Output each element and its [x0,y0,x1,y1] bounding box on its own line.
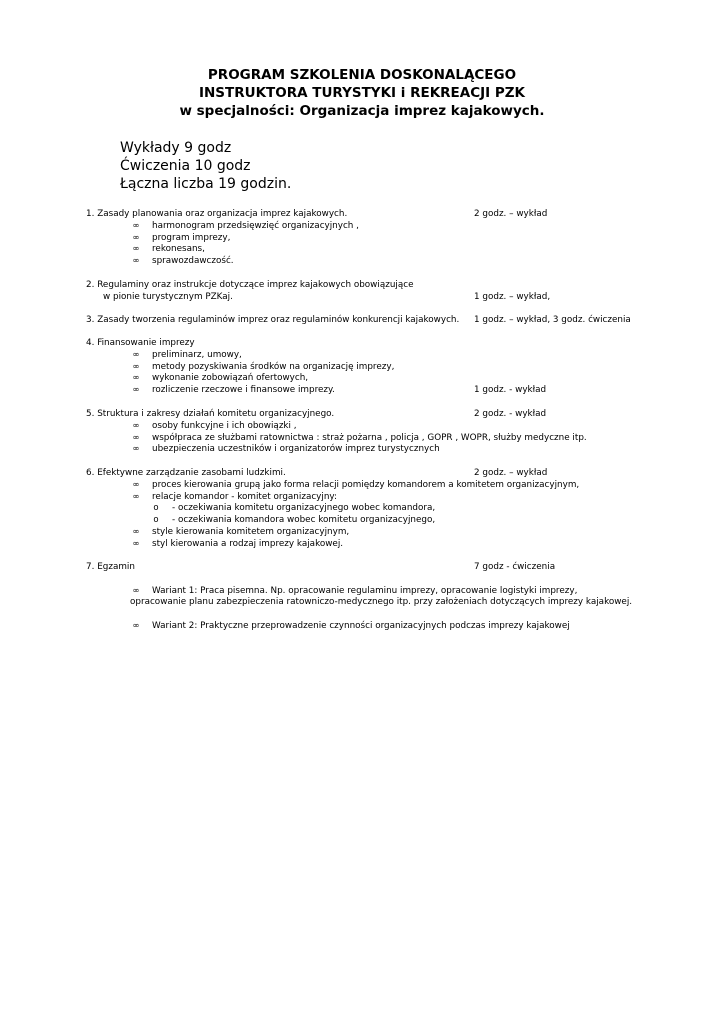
section-5-heading: 5. Struktura i zakresy działań komitetu organizacyjnego. [86,409,335,419]
section-6 [86,468,686,551]
list-item: ∞ metody pozyskiwania środków na organizację imprezy, [86,362,686,374]
bullet-icon: ∞ [132,538,140,549]
exam-variant-1-cont: opracowanie planu zabezpieczenia ratowniczo-medycznego itp. przy założeniach dotyczących imprezy kajakowej. [130,597,633,608]
section-7 [86,562,686,633]
bullet-icon: ∞ [132,373,140,384]
section-2-hours: 1 godz. – wykład, [474,291,551,302]
list-item: ∞ program imprezy, [86,233,686,245]
list-item: ∞ współpraca ze służbami ratownictwa : straż pożarna , policja , GOPR , WOPR, służby medyczne itp. [86,433,686,445]
bullet-icon: ∞ [132,432,140,443]
bullet-icon: ∞ [132,526,140,537]
summary-total: Łączna liczba 19 godzin. [120,176,292,192]
section-4 [86,338,686,397]
list-item: ∞ rekonesans, [86,244,686,256]
bullet-icon: ∞ [132,444,140,455]
circle-bullet-icon: o [153,503,159,514]
section-2-heading: 2. Regulaminy oraz instrukcje dotyczące imprez kajakowych obowiązujące [86,280,414,290]
bullet-icon: ∞ [132,220,140,231]
bullet-icon: ∞ [132,420,140,431]
section-7-hours: 7 godz - ćwiczenia [474,562,556,572]
section-2-heading-cont: w pionie turystycznym PZKaj. [103,291,233,302]
list-item: ∞ osoby funkcyjne i ich obowiązki , [86,421,686,433]
list-item: ∞ style kierowania komitetem organizacyjnym, [86,527,686,539]
title-line-3: w specjalności: Organizacja imprez kajakowych. [179,103,545,119]
document-title [0,66,724,120]
bullet-icon: ∞ [132,361,140,372]
summary-exercises: Ćwiczenia 10 godz [120,158,251,174]
list-item: ∞ wykonanie zobowiązań ofertowych, [86,373,686,385]
sub-list-item: o - oczekiwania komitetu organizacyjnego wobec komandora, [86,503,686,515]
list-item: ∞ preliminarz, umowy, [86,350,686,362]
section-7-heading: 7. Egzamin [86,562,135,572]
section-2 [86,280,686,304]
title-line-1: PROGRAM SZKOLENIA DOSKONALĄCEGO [207,67,517,83]
section-6-heading: 6. Efektywne zarządzanie zasobami ludzkimi. [86,468,286,478]
section-3-heading: 3. Zasady tworzenia regulaminów imprez oraz regulaminów konkurencji kajakowych. [86,315,460,325]
section-3-hours: 1 godz. – wykład, 3 godz. ćwiczenia [474,315,631,325]
list-item: ∞ sprawozdawczość. [86,256,686,268]
summary-lectures: Wykłady 9 godz [120,140,232,156]
bullet-icon: ∞ [132,491,140,502]
list-item: ∞ proces kierowania grupą jako forma relacji pomiędzy komandorem a komitetem organizacyjnym, [86,480,686,492]
bullet-icon: ∞ [132,232,140,243]
list-item: ∞ styl kierowania a rodzaj imprezy kajakowej. [86,539,686,551]
bullet-icon: ∞ [132,349,140,360]
exam-variant-2: ∞ Wariant 2: Praktyczne przeprowadzenie czynności organizacyjnych podczas imprezy kajakowej [86,621,686,633]
section-1 [86,209,686,268]
section-4-hours: 1 godz. - wykład [474,385,547,396]
section-1-hours: 2 godz. – wykład [474,209,548,219]
title-line-2: INSTRUKTORA TURYSTYKI i REKREACJI PZK [198,85,526,101]
bullet-icon: ∞ [132,479,140,490]
section-4-heading: 4. Finansowanie imprezy [86,338,195,348]
section-5 [86,409,686,456]
bullet-icon: ∞ [132,620,140,631]
list-item: ∞ relacje komandor - komitet organizacyjny: [86,492,686,504]
circle-bullet-icon: o [153,515,159,526]
section-3 [86,315,686,327]
hours-summary [120,139,291,193]
bullet-icon: ∞ [132,585,140,596]
exam-variant-1: ∞ Wariant 1: Praca pisemna. Np. opracowanie regulaminu imprezy, opracowanie logistyki imprezy, [86,586,686,598]
section-5-hours: 2 godz. - wykład [474,409,547,419]
sub-list-item: o - oczekiwania komandora wobec komitetu organizacyjnego, [86,515,686,527]
section-6-hours: 2 godz. – wykład [474,468,548,478]
list-item: ∞ rozliczenie rzeczowe i finansowe imprezy. 1 godz. - wykład [86,385,686,397]
list-item: ∞ harmonogram przedsięwzięć organizacyjnych , [86,221,686,233]
section-1-heading: 1. Zasady planowania oraz organizacja imprez kajakowych. [86,209,348,219]
bullet-icon: ∞ [132,244,140,255]
bullet-icon: ∞ [132,385,140,396]
list-item: ∞ ubezpieczenia uczestników i organizatorów imprez turystycznych [86,444,686,456]
bullet-icon: ∞ [132,256,140,267]
